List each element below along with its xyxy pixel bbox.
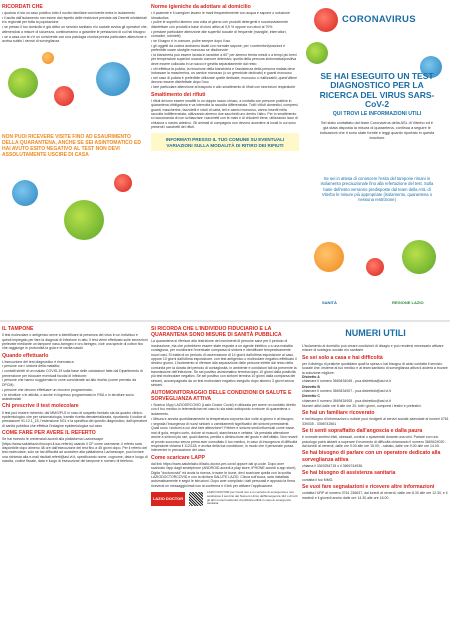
list-item: • se il bagno è in comune, pulire sempre dopo l'uso: [151, 39, 299, 43]
waste-heading: Smaltimento dei rifiuti: [151, 91, 206, 98]
regione-lazio-logo: REGIONE LAZIO: [392, 300, 424, 305]
virus-icon: [42, 52, 54, 64]
when-heading: Quando effettuarlo: [2, 352, 49, 359]
virus-icon: [314, 8, 338, 32]
qr-code-icon[interactable]: [189, 492, 203, 506]
list-item: • chi effettua la pulizia, la rimozione della biancheria e l'assistenza della persona malata deve indossare la mascherina, un camice monouso (o un grembiule dedicato) e guanti monouso: [151, 67, 299, 76]
report-text: Se hai ricevuto le credenziali accedi alla piattaforma Lazioescape (https://www.salutelazio.it/scopri-il-tuo-referto) usando il CF come username, il referto sarà disponibile dopo almeno 48 ore dall'esecuzione del test fino a 45 giorni dopo. Per il referto del test molecolare, solo se hai difficoltà ad accedere alla piattaforma Lazioescape, puoi inviare una richiesta alla e-mail risultati.referti@asl.vt.it, specificando nome, cognome, data e luogo di nascita, codice fiscale, data e luogo di esecuzione del tampone e numero di telefono.: [2, 437, 148, 464]
alone-heading: Se sei solo a casa e hai difficoltà: [302, 354, 383, 361]
panel-cover: [302, 2, 449, 318]
panel-remember: [2, 2, 148, 318]
virus-icon: [54, 86, 74, 106]
list-item: • se presso il tuo domicilio è già attivo un servizio sanitario e/o sociale avvisa gli operatori che, attenendosi a misure di sicurezza, continueranno a garantire le prestazioni di cui hai bisogno: [2, 25, 148, 34]
district-line[interactable]: chiamare il numero 3669434907 - pua.distrettob@asl.vt.it: [302, 389, 391, 394]
list-item: • l'uscita dall'isolamento non esime dal rispetto delle restrizioni previste dai Decreti ministeriali e/o regionali per tutta la popolazione: [2, 16, 148, 25]
relative-text: e hai bisogno di informazioni o notizie puoi rivolgerti ai servizi sociale aziendale ai numeri 0761 339035 - 3398742561: [302, 417, 449, 426]
app-heading: Come scaricare LAPP: [151, 454, 205, 461]
when-list: [2, 364, 148, 401]
monitoring-heading: AUTOMONITORAGGIO DELLE CONDIZIONI DI SALUTE E SORVEGLIANZA ATTIVA: [151, 389, 292, 402]
virus-icon: [64, 200, 104, 240]
urp-heading: Se vuoi fare segnalazioni e ricevere altre informazioni: [302, 483, 435, 490]
info-box: [151, 133, 299, 151]
list-item: • pulire le superfici almeno una volta al giorno con prodotti detergenti e successivamente disinfettare con prodotti a base di cloro attivo al 0,5 % oppure con alcol al 70%: [151, 20, 299, 29]
quarantine-text: La quarantena si riferisce alla restrizione dei movimenti di persone sane per il periodo di incubazione, ma che potrebbero essere state esposte a un agente infettivo o a una malattia contagiosa, per monitorare l'eventuale comparsa di sintomi e identificare tempestivamente nuovi casi. Si tratta di un periodo di osservazione di 14 giorni dall'ultima esposizione al caso, oppure 10 giorni dall'ultima esposizione, con test antigenico o molecolare negativo effettuato il decimo giorno. L'isolamento si riferisce alla separazione delle persone infette dal resto della comunità per la durata del periodo di contagiosità, in ambiente e condizioni tali da prevenire la trasmissione dell'infezione. Se sei positivo asintomatico termina dopo 10 giorni dalla positività più test molecolare negativo. Se sei positivo con sintomi termina 10 giorni dalla comparsa dei sintomi, accompagnata da un test molecolare negativo eseguito dopo almeno 3 giorni senza sintomi.: [151, 339, 297, 388]
list-item: • le strutture o le attività, o anche in ingresso programmato in RSA o in strutture socio assistenziali: [2, 393, 148, 402]
when-text: L'esecuzione del test diagnostico è riservata a:: [2, 359, 75, 364]
panel-quarantine: [151, 324, 299, 634]
surveillance-text: chiama il 3349254715 o il 3669744936.: [302, 463, 364, 468]
footer-note: LAZIO DOCTOR per Covid non è un servizio di emergenza e non sostituisce il servizio del Numero Unico dell'Emergenza 112 o di tutti gli altri numeri telefonici di pubblica utilità in caso di emergenza sanitaria: [207, 490, 298, 506]
urp-text: contatta l'URP al numero 0761 236637, dal lunedì al venerdì, dalle ore 8.30 alle ore 12.30, e il martedì e il giovedì anche dalle ore 14.30 alle ore 16.00: [302, 491, 448, 500]
fold-line: [0, 320, 450, 322]
district-name: Distretto C: [302, 394, 320, 399]
list-item: • gli oggetti da cucina andranno lavati con normale sapone, per i contenitori/posizioni è preferibile usare stoviglie monouso se disdicevole: [151, 44, 299, 53]
prescribe-text: Il test può essere richiesto: dal MMG/PLS in caso di sospetto fondato sia da quadro clinico-epidemiologico che per sintomatologia, tramite ricetta dematerializzata, riportando il codice di prestazione 91.12.1_15, l'estensione 5G1 e la specifica del quesito diagnostico; dall'operatore di sanità pubblica che effettua l'indagine epidemiologica sul caso: [2, 410, 148, 428]
prescribe-heading: Chi prescrive il test molecolare: [2, 403, 79, 410]
panel-numbers: [302, 324, 449, 634]
list-item: • persone che devono effettuare un ricovero programmato;: [2, 388, 148, 392]
list-item: • qualora vi sia un caso positivo tutto il nucleo familiare convivente entra in isolamento: [2, 11, 148, 15]
virus-icon: [8, 68, 38, 98]
coronavirus-logo: [314, 8, 338, 32]
virus-icon: [314, 242, 344, 272]
virus-illustration-2: [2, 160, 148, 260]
anxiety-text: è normale sentirsi tristi, stressati, confusi o spaventati durante una crisi. Parlare con uno psicologo potrà aiutarti a superare il momento di difficoltà chiamando il numero 3669424020 - dal lunedì al venerdì, dalle ore 9.00 alle ore 15.00; - sabato, dalle ore 9.00 alle ore 14.00.: [302, 435, 447, 449]
virus-icon: [96, 62, 130, 96]
virus-icon: [306, 42, 328, 64]
remember-list: [2, 11, 148, 43]
list-item: • Misura e annota quotidianamente la temperatura corporea due volte al giorno e al bisogno;: [151, 417, 299, 421]
virus-icon: [12, 180, 38, 206]
list-item: • la biancheria può essere lavata in lavatrice a 60° per almeno trenta minuti o a tempi più brevi per temperature superiori usando comune detersivo; quella della persona sintomatica/positiva deve essere collocata in un sacco e gestita separatamente dal resto: [151, 53, 299, 66]
list-item: • contatti stretti di un malato COVID-19 sulla base delle valutazioni fatte dal Dipartimento di prevenzione per bloccare eventuali focolai di infezione;: [2, 369, 148, 378]
numbers-intro: L'isolamento al domicilio può creare condizioni di disagio e può rendersi necessario attivare misure di sostegno sociale e/o sanitarie: [302, 344, 444, 353]
list-item: • Scarica l'App LAZIODRCOVID (Lazio Doctor Covid) e utilizzala per avere un contatto diretto con il tuo medico in telemedicina nel caso tu sia stato sottoposto a misure di quarantena o isolamento.: [151, 403, 299, 416]
lazio-doctor-logo: LAZIO DOCTOR: [151, 492, 185, 506]
report-heading: COME FARE PER AVERE IL REFERTO: [2, 430, 96, 437]
waste-text: I rifiuti devono essere smaltiti in un doppio sacco chiuso, a contatto con persone positive in quarantena obbligatoria e va interrotta la raccolta differenziata. Tutti i rifiuti domestici, compresi guanti, mascherine, fazzoletti e rotoli di carta, teli e camici monouso, vanno inseriti nella raccolta indifferenziata, utilizzando almeno due sacchetti uno dentro l'altro. Per lo smaltimento si raccomanda di non schiacciare i sacchetti con le mani e di chiuderli bene, utilizzando lacci di chiusura o nastro adesivo. Gli animali di compagnia non devono accedere ai locali in cui sono presenti i sacchetti dei rifiuti.: [151, 98, 298, 130]
brand-title: CORONAVIRUS: [342, 14, 416, 25]
list-item: • persone con i sintomi della malattia;: [2, 364, 148, 368]
monitoring-list: [151, 403, 299, 426]
panel-swab: [2, 324, 148, 634]
virus-icon: [366, 258, 384, 276]
list-item: • il paziente e il caregiver lavano le mani frequentemente con acqua e sapone o soluzione idroalcolica: [151, 11, 299, 20]
quarantine-heading: SI RICORDA CHE L'INDIVIDUO FIDUCIARIO E LA QUARANTENA SONO MISURE DI SANITÀ PUBBLICA: [151, 326, 282, 339]
list-item: • se a casa con te c'è un convivente con una patologia cronica presta particolare attenzione e avvisa subito i servizi di sorveglianza: [2, 35, 148, 44]
cover-title: SE HAI ESEGUITO UN TEST DIAGNOSTICO PER LA RICERCA DEL VIRUS SARS-CoV-2: [319, 71, 435, 110]
anxiety-heading: Se ti senti sopraffatto dall'angoscia e dalla paura: [302, 428, 423, 435]
list-item: • prestare particolare attenzione alle superfici toccate di frequente (maniglie, interruttori, comodini, rubinetti): [151, 30, 299, 39]
cover-description: Sei stato contattato dal team Coronavirus della ASL di Viterbo ed è già stata disposta la misura di quarantena, continua a seguire le indicazioni che ti sono state fornite e leggi quanto riportato in questa brochure: [319, 121, 435, 140]
numbers-heading: NUMERI UTILI: [345, 328, 406, 338]
swab-heading: IL TAMPONE: [2, 326, 34, 332]
alone-text: per il disbrigo di pratiche quotidiane quali la spesa o hai bisogno di aiuto contatta il servizio sociale che, insieme al tuo medico e al team sanitario di sorveglianza attiva ti aiuterà a trovare la soluzione migliore.: [302, 361, 448, 375]
district-line[interactable]: chiamare il numero 3669434905 - pua.distrettoc@asl.vt.it: [302, 398, 391, 403]
list-item: • segnala l'insorgenza di nuovi sintomi o cambiamenti significativi dei sintomi preesistenti.: [151, 422, 299, 426]
hygiene-list: [151, 11, 299, 89]
hours-text: Numeri attivi dalle ore 8 alle ore 20, tutti i giorni, compresi i festivi e prefestivi.: [302, 403, 422, 408]
virus-illustration: [2, 44, 148, 132]
health-text: contatta il tuo MMG.: [302, 477, 334, 482]
symptoms-text: Quali sono i sintomi a cui devi fare attenzione? Febbre e sintomi simil-influenzali come tosse, mal di gola, respiro corto, dolore ai muscoli, stanchezza e cefalea. Va prestata attenzione anche a sintomi più rari, quali diarrea, perdita o diminuzione del gusto e dell'olfatto. Non recarti al pronto soccorso senza prima aver consultato il tuo medico, in caso di insorgenza di difficoltà respiratorie chiama il 112/118, e avvisa della tua condizione, in modo che il personale possa intervenire in precauzione del caso.: [151, 426, 298, 453]
no-visits-warning: NON PUOI RICEVERE VISITE FINO AD ESAURIMENTO DELLA QUARANTENA, ANCHE SE SEI ASINTOMATICO ED HAI AVUTO ESITO NEGATIVO AL TEST NON DEVI ASSOLUTAMENTE USCIRE DI CASA: [2, 133, 141, 158]
relative-heading: Se hai un familiare ricoverato: [302, 410, 375, 417]
swab-text: Il test molecolare o antigenico serve a identificare la presenza del virus in un individuo e quindi impiegato per fare la diagnosi di infezione in atto. Il test viene effettuato sulle secrezioni prelevate mediante un tampone naso-faringeo e oro-faringeo, cioè una specie di cotton fioc che raggiunge in profondità la gola e le cavità nasali.: [2, 333, 148, 351]
district-name: Distretto B: [302, 384, 320, 389]
cover-description-2: Se sei in attesa di conoscere l'esito del tampone rimani in isolamento precauzionale fino alla refertazione del test. Sulla base dell'esito verranno predisposte dal team della ASL di Viterbo le misure più appropriate (isolamento, quarantena o nessuna restrizione): [320, 176, 434, 202]
cover-title-block: [318, 72, 436, 140]
app-text: dal link https://www.salutelazio.it/lazio-doctor-per-covid oppure dal qr-code. Dopo aver scaricato l'app dagli smartphone (ANDROID accedi a play store; iPHONE accedi a app store). Digita "doctorcovid" ed avvia la ricerca, trovare le icone, devi scaricare quella con la scritta LAZIODOCTORCOVID e con la dicitura SALUTE LAZIO. Clicca sull'icona, sarà installata automaticamente e segui le istruzioni. Dopo aver compilato i dati personali e apposto la firma riceverai un messaggio/mail con la conferma e il link per attivare l'applicazione.: [151, 461, 297, 488]
list-item: • fare particolare attenzione al trasporto e allo smaltimento di rifiuti con secrezioni respiratorie: [151, 85, 299, 89]
lazio-doctor-footer: [151, 491, 299, 506]
district-list: [302, 375, 449, 403]
virus-icon: [114, 174, 132, 192]
sanita-logo: SANITÀ: [322, 300, 337, 305]
district-line[interactable]: chiamare il numero 3669434045 - pua.distrettoa@asl.vt.it: [302, 379, 391, 384]
surveillance-heading: Se hai bisogno di parlare con un operatore dedicato alla sorveglianza attiva: [302, 450, 441, 463]
info-box-text: INFORMATI PRESSO IL TUO COMUNE SU EVENTUALI VARIAZIONI SULLA MODALITÀ DI RITIRO DEI RIFIUTI: [165, 137, 285, 148]
district-name: Distretto A: [302, 375, 320, 380]
cover-subtitle: QUI TROVI LE INFORMAZIONI UTILI: [332, 111, 422, 118]
list-item: • persone che hanno soggiornato in zone considerate ad alto rischio (come previsto da DPCM);: [2, 378, 148, 387]
list-item: • nel caso di pulizia è preferibile utilizzare quelle dedicate, monouso o riutilizzabili, quest'ultime devono essere disinfettate dopo l'uso: [151, 76, 299, 85]
health-heading: Se hai bisogno di assistenza sanitaria: [302, 470, 396, 477]
hygiene-heading: Norme igieniche da adottare al domicilio: [151, 4, 251, 10]
virus-icon: [402, 240, 436, 274]
remember-heading: RICORDATI CHE: [2, 4, 43, 10]
panel-hygiene: [151, 2, 299, 318]
